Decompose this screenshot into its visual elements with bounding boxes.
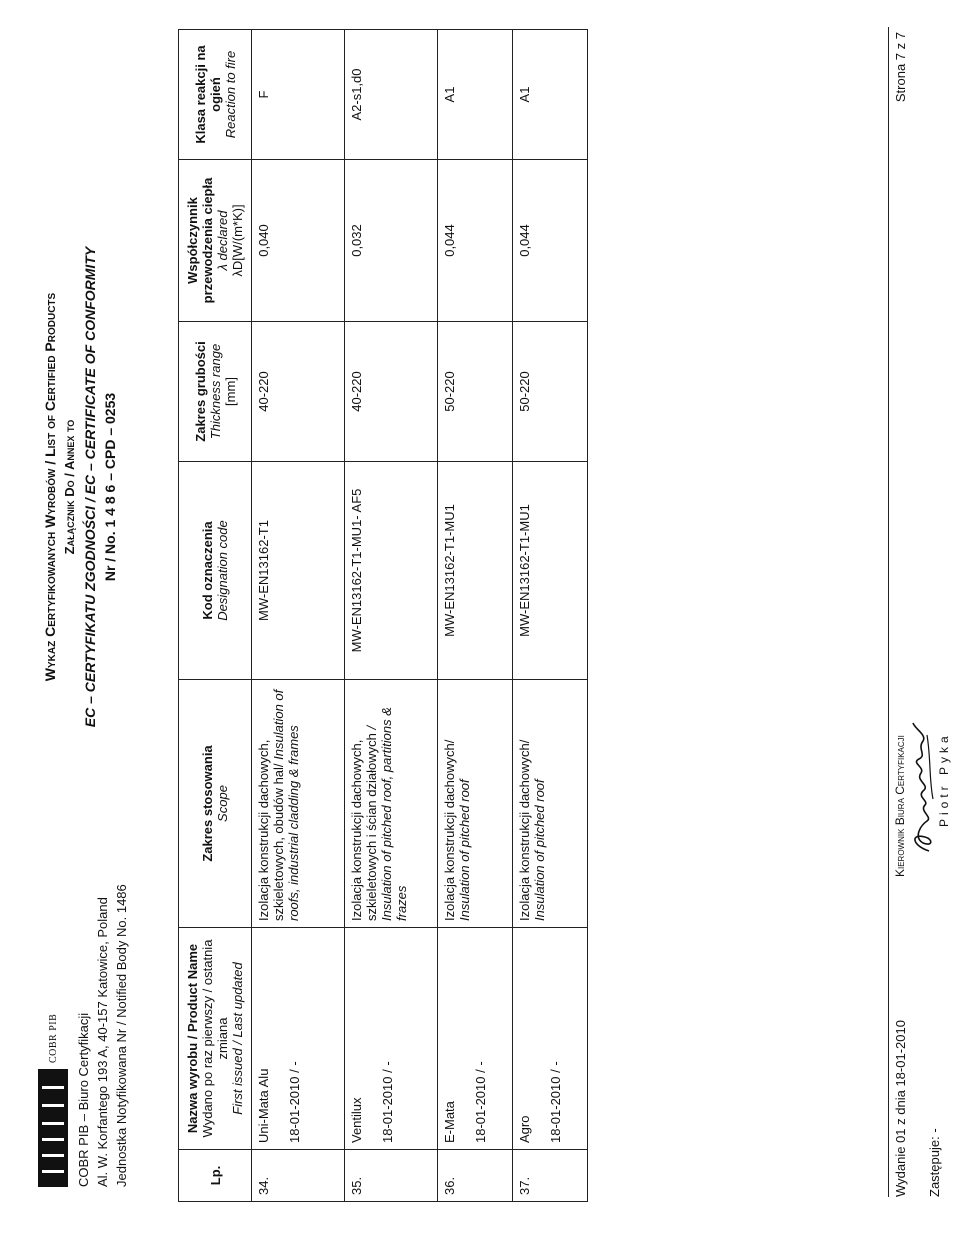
cell-lp: 37.	[513, 1150, 588, 1202]
cell-date: 18-01-2010 / -	[473, 1061, 488, 1143]
cell-product-name: E-Mata 18-01-2010 / -	[438, 928, 513, 1150]
title-annex: Załącznik Do / Annex to	[62, 419, 77, 555]
cell-code: MW-EN13162-T1	[252, 462, 345, 680]
cell-date: 18-01-2010 / -	[548, 1061, 563, 1143]
title-list: Wykaz Certyfikowanych Wyrobów / List of Certified Products	[42, 292, 58, 682]
cell-thickness: 40-220	[345, 322, 438, 462]
cell-thickness: 50-220	[438, 322, 513, 462]
cell-product-name: Uni-Mata Alu 18-01-2010 / -	[252, 928, 345, 1150]
cell-code: MW-EN13162-T1-MU1	[438, 462, 513, 680]
cell-lp: 34.	[252, 1150, 345, 1202]
cell-lambda: 0,044	[438, 160, 513, 322]
edition-date: Wydanie 01 z dnia 18-01-2010	[893, 1020, 908, 1197]
cell-lambda: 0,044	[513, 160, 588, 322]
cell-code: MW-EN13162-T1-MU1- AF5	[345, 462, 438, 680]
title-number: Nr / No. 1 4 8 6 – CPD – 0253	[102, 392, 118, 582]
cell-code: MW-EN13162-T1-MU1	[513, 462, 588, 680]
header-reaction-to-fire: Klasa reakcji na ogień Reaction to fire	[179, 30, 252, 160]
cell-lambda: 0,040	[252, 160, 345, 322]
cell-fire-class: A1	[513, 30, 588, 160]
cell-product-name: Ventilux 18-01-2010 / -	[345, 928, 438, 1150]
cell-product-name: Agro 18-01-2010 / -	[513, 928, 588, 1150]
cell-date: 18-01-2010 / -	[287, 1061, 302, 1143]
cell-lp: 35.	[345, 1150, 438, 1202]
header-designation-code: Kod oznaczenia Designation code	[179, 462, 252, 680]
header-thickness: Zakres grubości Thickness range [mm]	[179, 322, 252, 462]
header-product-name: Nazwa wyrobu / Product Name Wydano po raz pierwszy / ostatnia zmiana First issued / Last updated	[179, 928, 252, 1150]
table-row	[513, 30, 588, 1202]
table-row	[345, 30, 438, 1202]
cell-fire-class: F	[252, 30, 345, 160]
cell-scope: Izolacja konstrukcji dachowych, szkieletowych i ścian działowych / Insulation of pitched roof, partitions & frazes	[345, 680, 438, 928]
signature-block	[893, 577, 953, 877]
document-title-block	[40, 127, 120, 847]
signatory-title: Kierownik Biura Certyfikacji	[893, 735, 907, 877]
cell-fire-class: A1	[438, 30, 513, 160]
address-line-2: Al. W. Korfantego 193 A, 40-157 Katowice, Poland	[95, 897, 110, 1187]
handwritten-signature	[903, 719, 941, 859]
cell-fire-class: A2-s1,d0	[345, 30, 438, 160]
cell-thickness: 40-220	[252, 322, 345, 462]
cell-thickness: 50-220	[513, 322, 588, 462]
logo-subtitle: COBR PIB	[48, 1013, 59, 1063]
address-line-1: COBR PIB – Biuro Certyfikacji	[76, 1012, 91, 1187]
cell-scope: Izolacja konstrukcji dachowych/ Insulation of pitched roof	[438, 680, 513, 928]
address-line-3: Jednostka Notyfikowana Nr / Notified Body No. 1486	[114, 884, 129, 1187]
title-certificate: EC – CERTYFIKATU ZGODNOŚCI / EC – CERTIFICATE OF CONFORMITY	[82, 246, 98, 728]
cell-date: 18-01-2010 / -	[380, 1061, 395, 1143]
table-row	[252, 30, 345, 1202]
footer-divider	[888, 27, 889, 1197]
header-scope: Zakres stosowania Scope	[179, 680, 252, 928]
cell-lp: 36.	[438, 1150, 513, 1202]
page-number: Strona 7 z 7	[893, 32, 908, 103]
table-header-row	[179, 30, 252, 1202]
header-thermal-conductivity: Współczynnik przewodzenia ciepła λ declared λD[W/(m*K)]	[179, 160, 252, 322]
cell-scope: Izolacja konstrukcji dachowych, szkieletowych, obudów hal/ Insulation of roofs, industrial cladding & frames	[252, 680, 345, 928]
replaces-note: Zastępuje: -	[927, 1128, 942, 1197]
header-logo-block	[32, 847, 152, 1187]
header-lp: Lp.	[179, 1150, 252, 1202]
cell-scope: Izolacja konstrukcji dachowych/ Insulation of pitched roof	[513, 680, 588, 928]
signatory-name: Piotr Pyka	[937, 732, 951, 827]
table-row	[438, 30, 513, 1202]
cell-lambda: 0,032	[345, 160, 438, 322]
certified-products-table	[178, 29, 588, 1202]
izolacja-logo	[38, 1069, 68, 1187]
